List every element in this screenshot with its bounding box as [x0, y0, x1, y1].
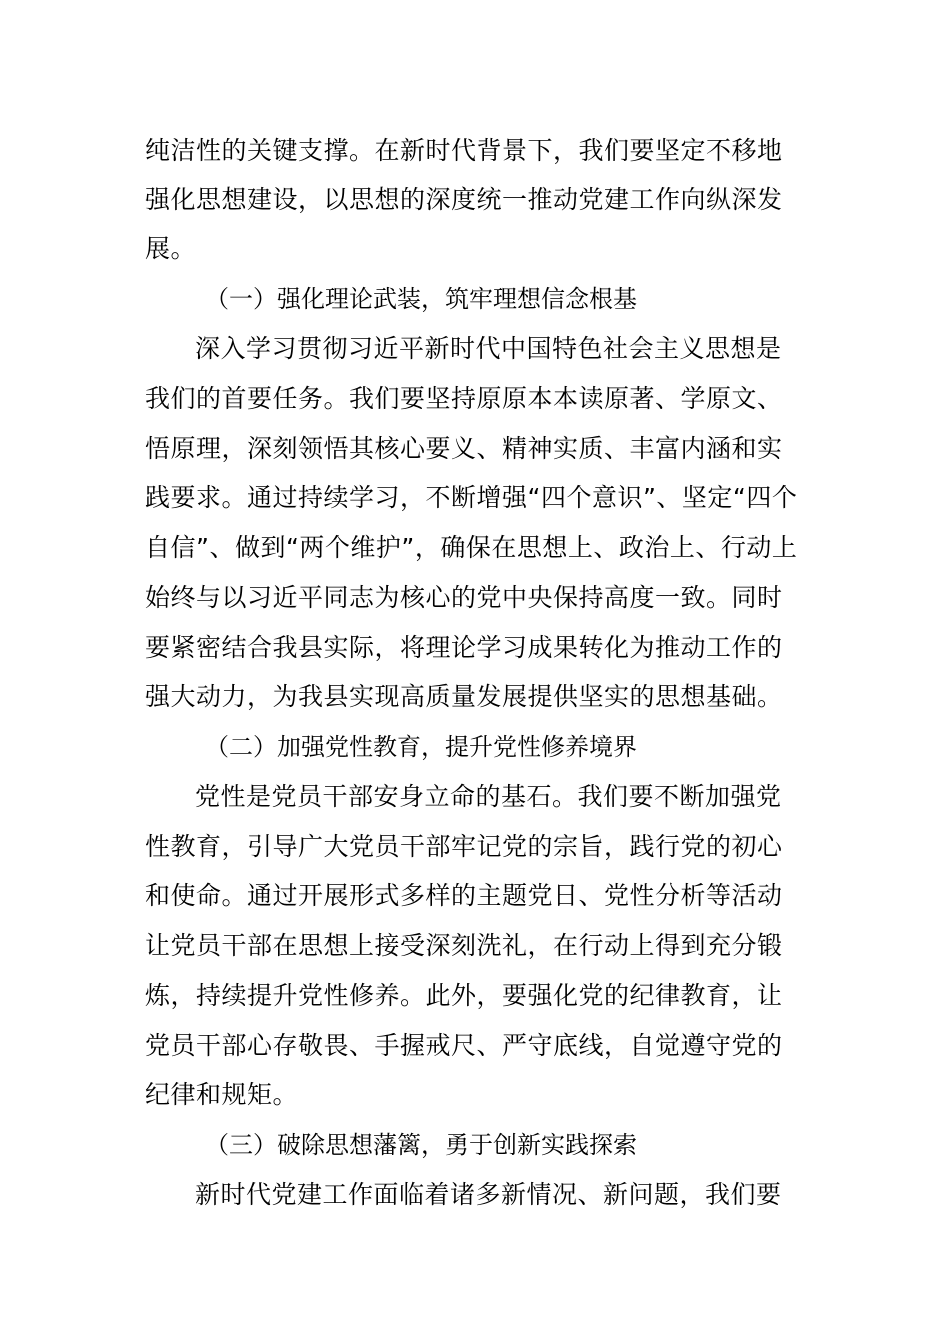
body-text-line: 炼，持续提升党性修养。此外，要强化党的纪律教育，让	[145, 981, 783, 1010]
body-text-line: 要紧密结合我县实际，将理论学习成果转化为推动工作的	[145, 633, 783, 662]
paragraph-first-line: 党性是党员干部安身立命的基石。我们要不断加强党	[195, 782, 782, 811]
section-heading-3: （三）破除思想藩篱，勇于创新实践探索	[205, 1131, 637, 1159]
body-text-line: 强化思想建设，以思想的深度统一推动党建工作向纵深发	[145, 185, 783, 214]
section-heading-2: （二）加强党性教育，提升党性修养境界	[205, 733, 637, 761]
body-text-line: 始终与以习近平同志为核心的党中央保持高度一致。同时	[145, 583, 783, 612]
body-text-line: 让党员干部在思想上接受深刻洗礼，在行动上得到充分锻	[145, 931, 783, 960]
body-text-line: 纯洁性的关键支撑。在新时代背景下，我们要坚定不移地	[145, 136, 783, 165]
body-text-line: 悟原理，深刻领悟其核心要义、精神实质、丰富内涵和实	[145, 434, 783, 463]
body-text-line: 纪律和规矩。	[145, 1080, 299, 1109]
body-text-line: 性教育，引导广大党员干部牢记党的宗旨，践行党的初心	[145, 832, 783, 861]
body-text-line: 展。	[145, 234, 197, 263]
section-heading-1: （一）强化理论武装，筑牢理想信念根基	[205, 285, 637, 313]
body-text-line: 党员干部心存敬畏、手握戒尺、严守底线，自觉遵守党的	[145, 1031, 783, 1060]
body-text-line: 践要求。通过持续学习，不断增强“四个意识”、坚定“四个	[145, 483, 798, 512]
paragraph-first-line: 新时代党建工作面临着诸多新情况、新问题，我们要	[195, 1180, 782, 1209]
body-text-line: 自信”、做到“两个维护”，确保在思想上、政治上、行动上	[145, 533, 798, 562]
paragraph-first-line: 深入学习贯彻习近平新时代中国特色社会主义思想是	[195, 334, 782, 363]
body-text-line: 和使命。通过开展形式多样的主题党日、党性分析等活动	[145, 881, 783, 910]
body-text-line: 我们的首要任务。我们要坚持原原本本读原著、学原文、	[145, 384, 783, 413]
body-text-line: 强大动力，为我县实现高质量发展提供坚实的思想基础。	[145, 682, 783, 711]
